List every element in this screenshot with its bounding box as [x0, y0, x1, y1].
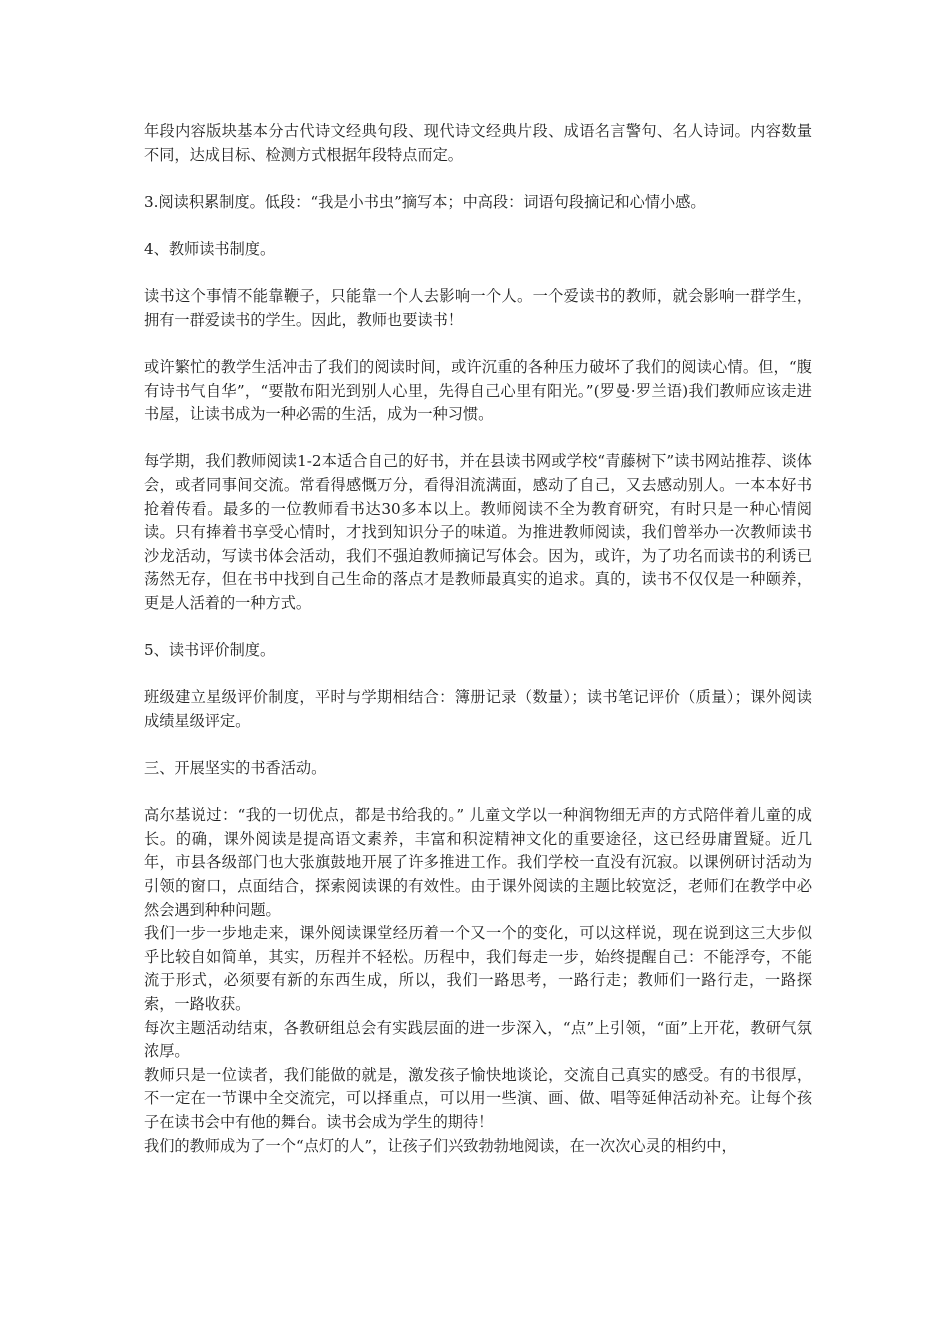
paragraph-semester-reading: 每学期，我们教师阅读1-2本适合自己的好书，并在县读书网或学校“青藤树下”读书网站推荐、谈体会，或者同事间交流。常看得感慨万分，看得泪流满面，感动了自己，又去感动别人。一本本好书抢着传看。最多的一位教师看书达30多本以上。教师阅读不全为教育研究，有时只是一种心情阅读。只有捧着书享受心情时，才找到知识分子的味道。为推进教师阅读，我们曾举办一次教师读书沙龙活动，写读书体会活动，我们不强迫教师摘记写体会。因为，或许，为了功名而读书的利诱已荡然无存，但在书中找到自己生命的落点才是教师最真实的追求。真的，读书不仅仅是一种颐养，更是人活着的一种方式。: [144, 452, 812, 612]
heading-reading-activities: 三、开展坚实的书香活动。: [144, 759, 327, 778]
paragraph-star-evaluation: 班级建立星级评价制度，平时与学期相结合：簿册记录（数量）；读书笔记评价（质量）；课外阅读成绩星级评定。: [144, 688, 812, 730]
paragraph-lamp-lighter: 我们的教师成为了一个“点灯的人”，让孩子们兴致勃勃地阅读，在一次次心灵的相约中，: [144, 1136, 737, 1155]
heading-reading-evaluation-system: 5、读书评价制度。: [144, 641, 276, 660]
document-body: [144, 120, 812, 1158]
paragraph-teacher-influence: 读书这个事情不能靠鞭子，只能靠一个人去影响一个人。一个爱读书的教师，就会影响一群学生，拥有一群爱读书的学生。因此，教师也要读书！: [144, 287, 812, 329]
heading-teacher-reading-system: 4、教师读书制度。: [144, 239, 276, 258]
paragraph-step-by-step: 我们一步一步地走来，课外阅读课堂经历着一个又一个的变化，可以这样说，现在说到这三大步似乎比较自如简单，其实，历程并不轻松。历程中，我们每走一步，始终提醒自己：不能浮夸，不能流于形式，必须要有新的东西生成，所以，我们一路思考，一路行走；教师们一路行走，一路探索，一路收获。: [144, 924, 812, 1013]
paragraph-gorky-quote: 高尔基说过：“我的一切优点，都是书给我的。” 儿童文学以一种润物细无声的方式陪伴着儿童的成长。的确，课外阅读是提高语文素养，丰富和积淀精神文化的重要途径，这已经毋庸置疑。近几年，市县各级部门也大张旗鼓地开展了许多推进工作。我们学校一直没有沉寂。以课例研讨活动为引领的窗口，点面结合，探索阅读课的有效性。由于课外阅读的主题比较宽泛，老师们在教学中必然会遇到种种问题。: [144, 806, 812, 919]
paragraph-content-modules: 年段内容版块基本分古代诗文经典句段、现代诗文经典片段、成语名言警句、名人诗词。内容数量不同，达成目标、检测方式根据年段特点而定。: [144, 122, 812, 164]
paragraph-theme-activity: 每次主题活动结束，各教研组总会有实践层面的进一步深入，“点”上引领，“面”上开花，教研气氛浓厚。: [144, 1018, 812, 1061]
paragraph-teacher-as-reader: 教师只是一位读者，我们能做的就是，激发孩子愉快地谈论，交流自己真实的感受。有的书很厚，不一定在一节课中全交流完，可以择重点，可以用一些演、画、做、唱等延伸活动补充。让每个孩子在读书会中有他的舞台。读书会成为学生的期待！: [144, 1065, 812, 1131]
paragraph-reading-accumulation: 3.阅读积累制度。低段：“我是小书虫”摘写本；中高段：词语句段摘记和心情小感。: [144, 192, 706, 211]
paragraph-busy-teaching-life: 或许繁忙的教学生活冲击了我们的阅读时间，或许沉重的各种压力破坏了我们的阅读心情。但，“腹有诗书气自华”，“要散布阳光到别人心里，先得自己心里有阳光。”(罗曼·罗兰语)我们教师应该走进书屋，让读书成为一种必需的生活，成为一种习惯。: [144, 357, 812, 424]
